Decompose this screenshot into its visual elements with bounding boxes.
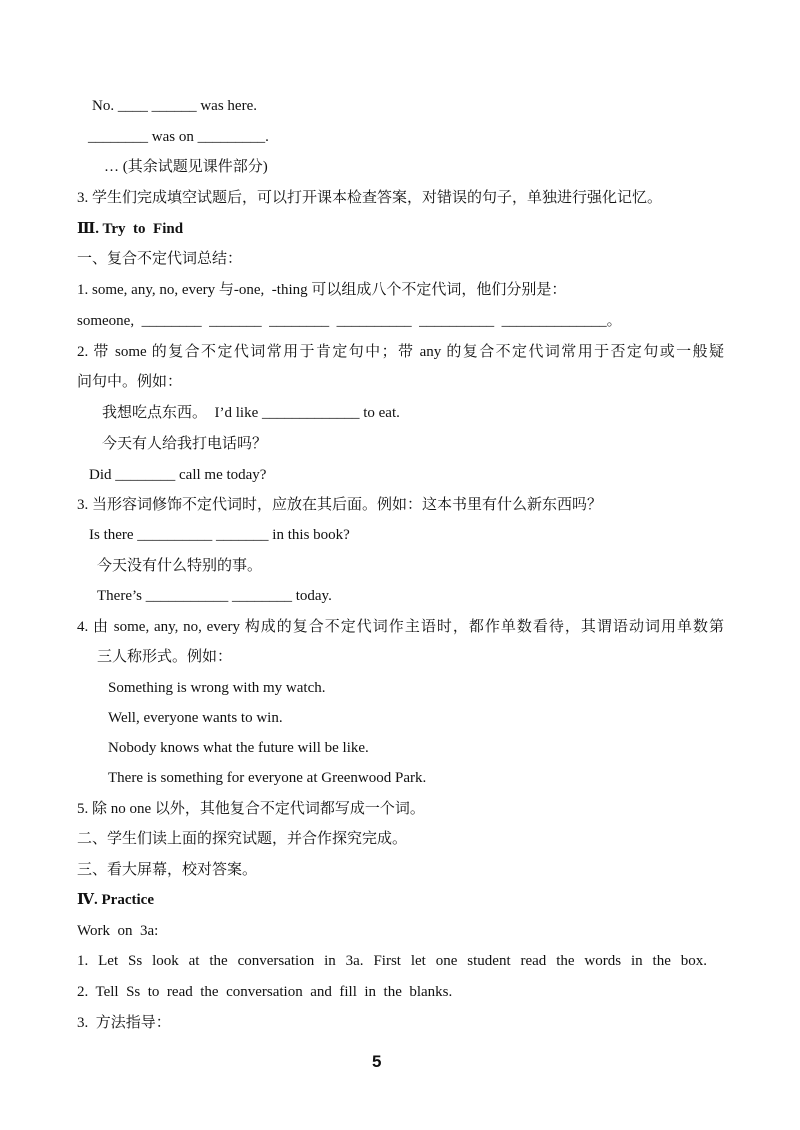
subheading-summary: 一、复合不定代词总结： bbox=[77, 251, 243, 267]
work-on-3a: Work on 3a: bbox=[77, 923, 159, 939]
example-special-en: There’s ___________ ________ today. bbox=[97, 588, 332, 604]
practice-step-2: 2. Tell Ss to read the conversation and fill in the blanks. bbox=[77, 984, 453, 1000]
rule-2-line-1: 2. 带 some 的复合不定代词常用于肯定句中；带 any 的复合不定代词常用于否定句或一般疑 bbox=[77, 344, 724, 360]
section-heading-practice: Ⅳ. Practice bbox=[77, 892, 154, 908]
rule-4-line-2: 三人称形式。例如： bbox=[97, 649, 233, 665]
rule-2-line-2: 问句中。例如： bbox=[77, 374, 183, 390]
practice-step-1: 1. Let Ss look at the conversation in 3a. First let one student read the words in the box. bbox=[77, 953, 707, 969]
step-3-text: 3. 学生们完成填空试题后，可以打开课本检查答案，对错误的句子，单独进行强化记忆。 bbox=[77, 190, 663, 206]
example-sentence-2: Well, everyone wants to win. bbox=[108, 710, 283, 726]
rule-1-blanks: someone, ________ _______ ________ __________ __________ ______________。 bbox=[77, 313, 622, 329]
ellipsis-note: … (其余试题见课件部分) bbox=[104, 159, 268, 175]
blank-line-was-on: ________ was on _________. bbox=[88, 129, 269, 145]
example-sentence-4: There is something for everyone at Greenwood Park. bbox=[108, 770, 427, 786]
step-three: 三、看大屏幕，校对答案。 bbox=[77, 862, 258, 878]
step-two: 二、学生们读上面的探究试题，并合作探究完成。 bbox=[77, 831, 408, 847]
blank-line-no: No. ____ ______ was here. bbox=[92, 98, 257, 114]
example-phone-call-cn: 今天有人给我打电话吗？ bbox=[102, 436, 268, 452]
page-number: 5 bbox=[372, 1052, 382, 1071]
example-sentence-1: Something is wrong with my watch. bbox=[108, 680, 326, 696]
section-heading-try-to-find: Ⅲ. Try to Find bbox=[77, 221, 184, 237]
rule-4-line-1: 4. 由 some, any, no, every 构成的复合不定代词作主语时，都作单数看待，其谓语动词用单数第 bbox=[77, 619, 724, 635]
example-want-to-eat: 我想吃点东西。 I’d like _____________ to eat. bbox=[102, 405, 400, 421]
example-phone-call-en: Did ________ call me today? bbox=[89, 467, 267, 483]
rule-5: 5. 除 no one 以外，其他复合不定代词都写成一个词。 bbox=[77, 801, 425, 817]
example-special-cn: 今天没有什么特别的事。 bbox=[97, 558, 263, 574]
example-new-in-book: Is there __________ _______ in this book? bbox=[89, 527, 350, 543]
rule-1: 1. some, any, no, every 与-one, -thing 可以组成八个不定代词，他们分别是： bbox=[77, 282, 567, 298]
example-sentence-3: Nobody knows what the future will be like. bbox=[108, 740, 369, 756]
rule-3: 3. 当形容词修饰不定代词时，应放在其后面。例如：这本书里有什么新东西吗？ bbox=[77, 497, 603, 513]
practice-step-3: 3. 方法指导： bbox=[77, 1015, 171, 1031]
